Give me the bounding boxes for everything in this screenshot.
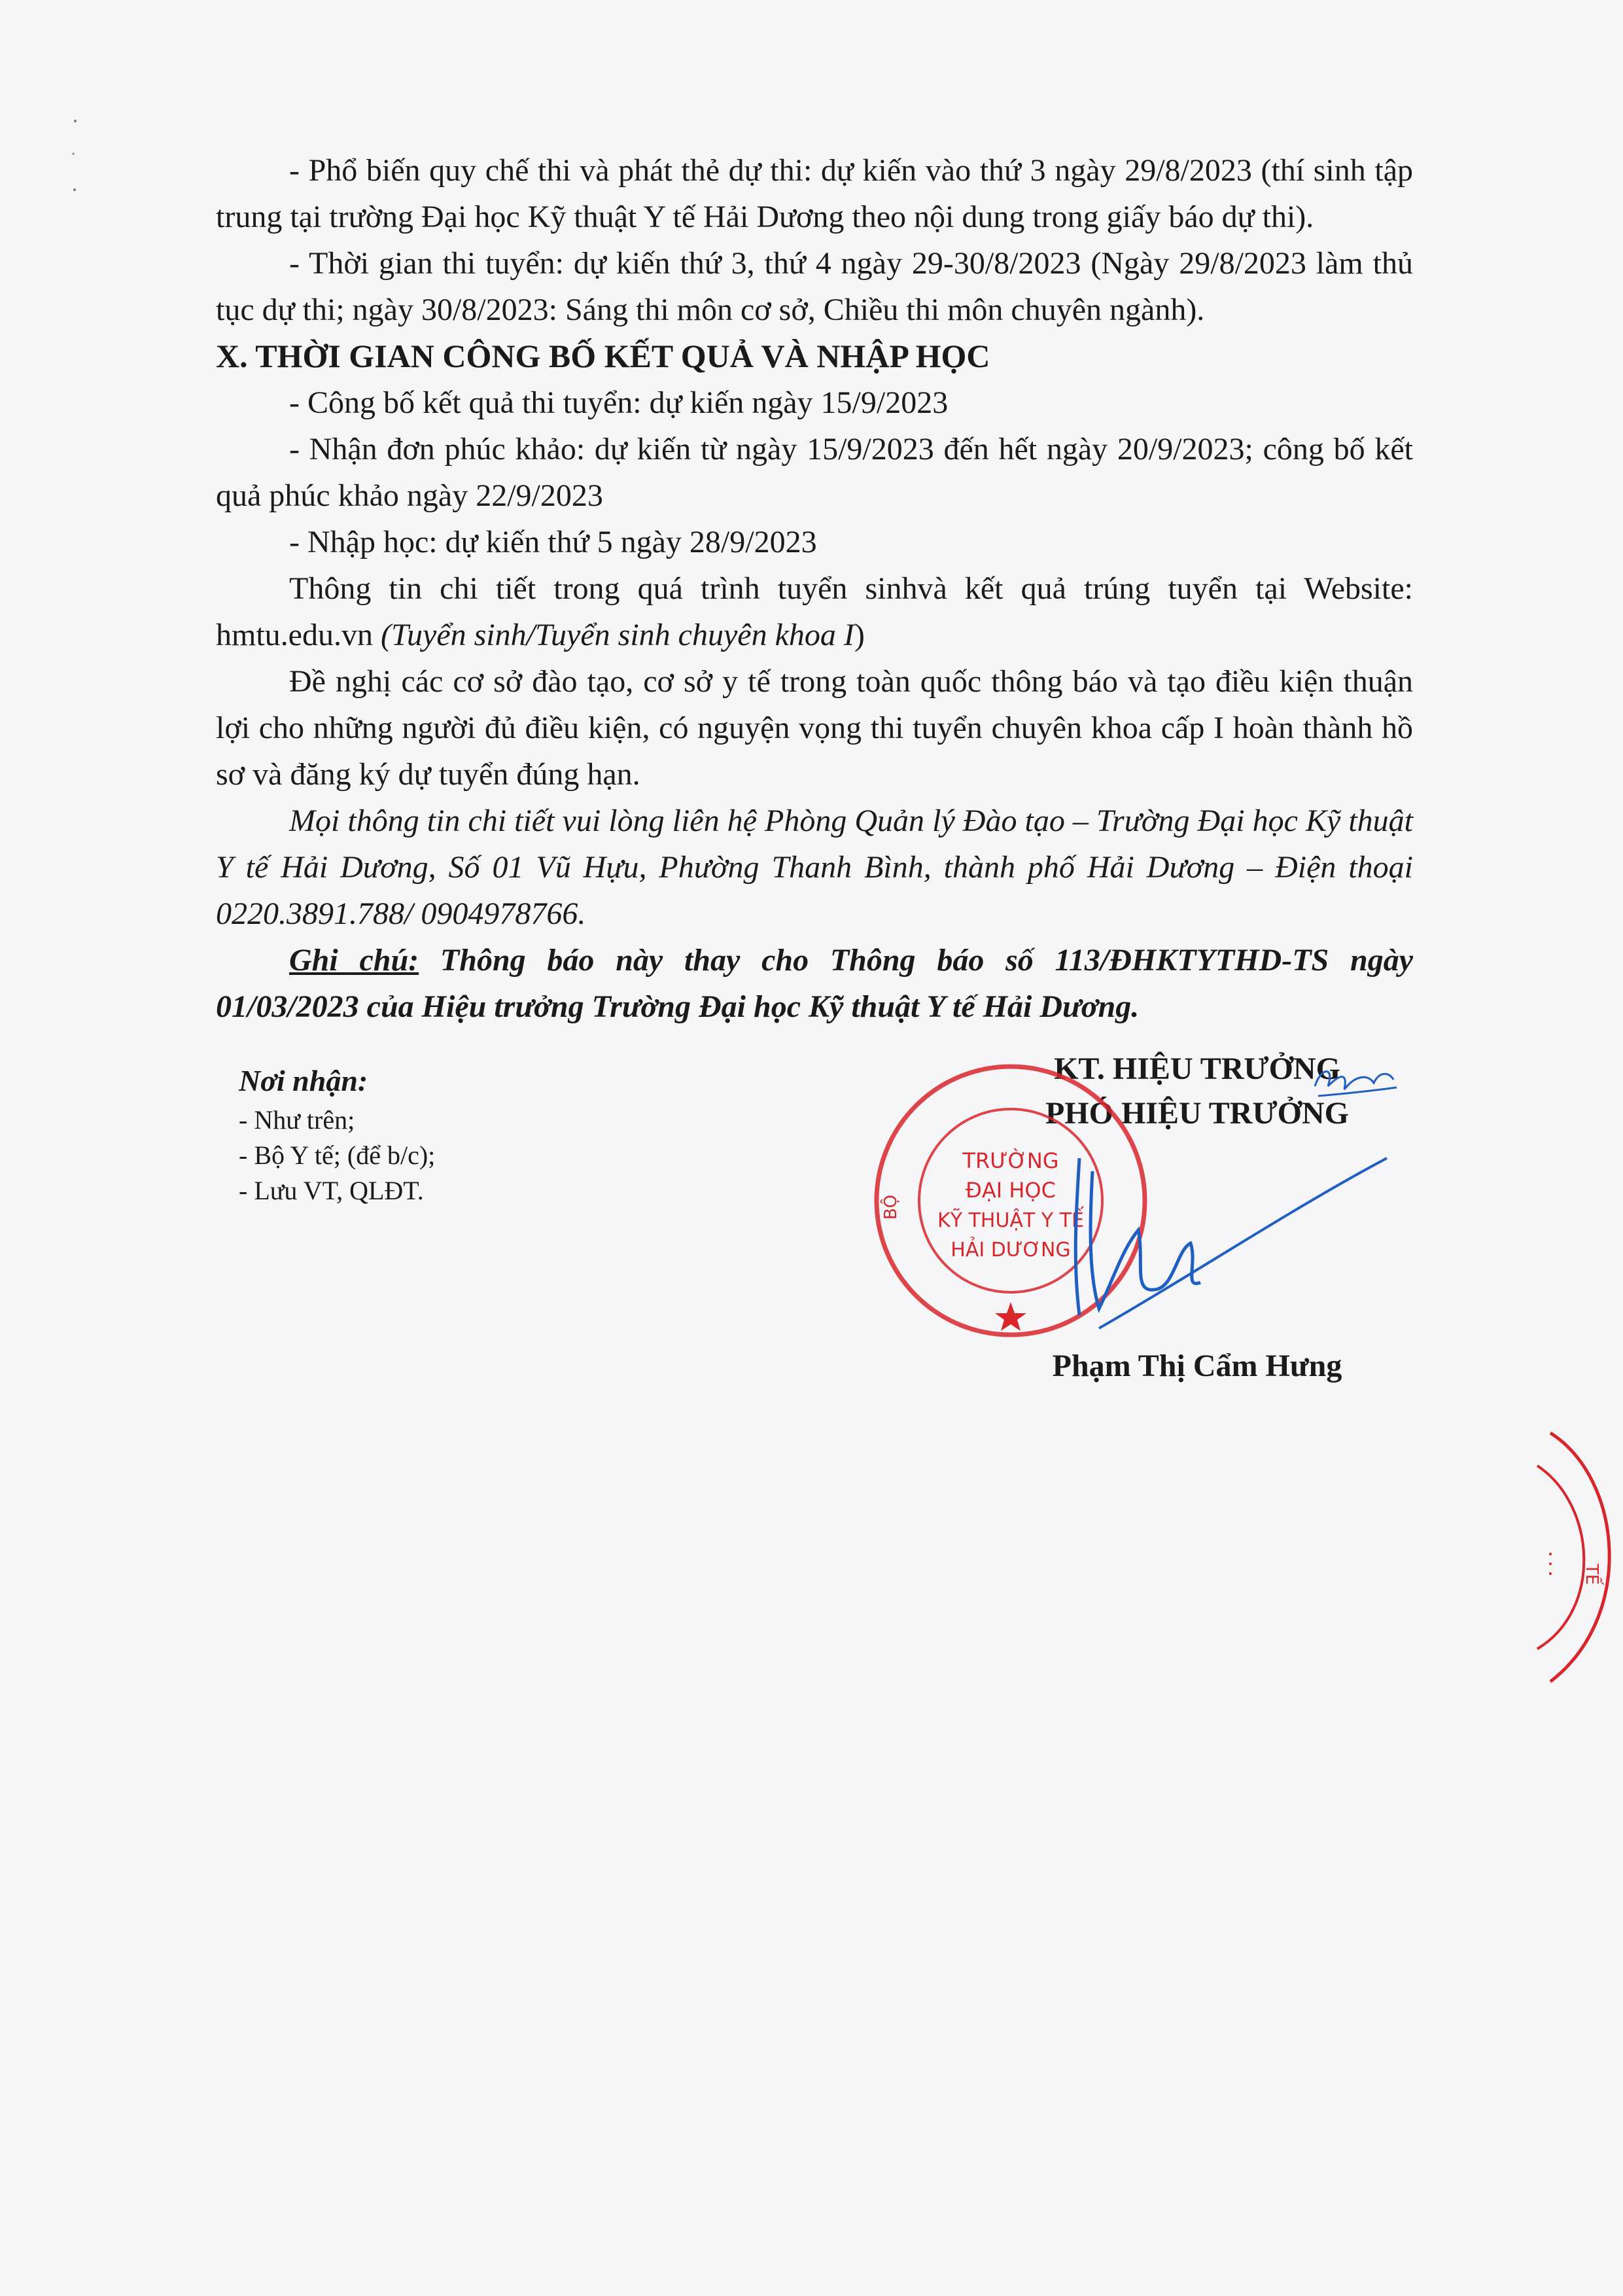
website-text: Thông tin chi tiết trong quá trình tuyển sinhvà kết quả trúng tuyển tại Website: hmtu.edu.vn [216,571,1413,652]
recipient-item: - Bộ Y tế; (để b/c); [239,1140,436,1170]
page-seal-fragment-icon [1524,1426,1623,1688]
seal-line1: TRƯỜNG [962,1148,1059,1173]
seal-side-text: BỘ [881,1194,901,1220]
signer-title-line2: PHÓ HIỆU TRƯỞNG [1045,1096,1350,1131]
seal-star-icon [995,1302,1026,1331]
paragraph-note [216,937,1413,1030]
initials-signature-icon [1308,1053,1400,1106]
recipient-item: - Lưu VT, QLĐT. [239,1176,424,1205]
paragraph-exam-time: - Thời gian thi tuyển: dự kiến thứ 3, thứ 4 ngày 29-30/8/2023 (Ngày 29/8/2023 làm thủ tục dự thi; ngày 30/8/2023: Sáng thi môn cơ sở, Chiều thi môn chuyên ngành). [216,246,1413,327]
scan-marks-icon [65,115,85,206]
recipients-block [239,1063,697,1209]
paragraph-request: Đề nghị các cơ sở đào tạo, cơ sở y tế trong toàn quốc thông báo và tạo điều kiện thuận lợi cho những người đủ điều kiện, có nguyện vọng thi tuyển chuyên khoa cấp I hoàn thành hồ sơ và đăng ký dự tuyển đúng hạn. [216,664,1413,792]
seal-line2: ĐẠI HỌC [966,1178,1056,1203]
paragraph-exam-rules: - Phổ biến quy chế thi và phát thẻ dự thi: dự kiến vào thứ 3 ngày 29/8/2023 (thí sinh tập trung tại trường Đại học Kỹ thuật Y tế Hải Dương theo nội dung trong giấy báo dự thi). [216,153,1413,234]
signer-name: Phạm Thị Cẩm Hưng [1052,1349,1342,1383]
signer-title-line1: KT. HIỆU TRƯỞNG [1054,1051,1340,1086]
note-label: Ghi chú: [289,943,419,978]
seal-line3: KỸ THUẬT Y TẾ [937,1209,1084,1232]
section-heading: X. THỜI GIAN CÔNG BỐ KẾT QUẢ VÀ NHẬP HỌC [216,338,990,374]
paragraph-contact: Mọi thông tin chi tiết vui lòng liên hệ Phòng Quản lý Đào tạo – Trường Đại học Kỹ thuật Y tế Hải Dương, Số 01 Vũ Hựu, Phường Thanh Bình, thành phố Hải Dương – Điện thoại 0220.3891.788/ 0904978766. [216,804,1413,931]
recipients-title: Nơi nhận: [239,1064,368,1097]
paragraph-website [216,565,1413,658]
paragraph-results: - Công bố kết quả thi tuyển: dự kiến ngày 15/9/2023 [289,385,949,420]
paragraph-enrollment: - Nhập học: dự kiến thứ 5 ngày 28/9/2023 [289,525,817,559]
document-body [216,147,1413,1030]
paragraph-review: - Nhận đơn phúc khảo: dự kiến từ ngày 15/9/2023 đến hết ngày 20/9/2023; công bố kết quả phúc khảo ngày 22/9/2023 [216,432,1413,513]
note-text: Thông báo này thay cho Thông báo số 113/ĐHKTYTHD-TS ngày 01/03/2023 của Hiệu trưởng Trường Đại học Kỹ thuật Y tế Hải Dương. [216,943,1413,1024]
signature-icon [1060,1132,1400,1341]
website-path: (Tuyển sinh/Tuyển sinh chuyên khoa I [380,618,854,652]
seal-line4: HẢI DƯƠNG [951,1239,1071,1262]
seal-fragment-text: TẾ [1582,1564,1601,1585]
recipient-item: - Như trên; [239,1105,355,1135]
website-end: ) [854,618,865,652]
